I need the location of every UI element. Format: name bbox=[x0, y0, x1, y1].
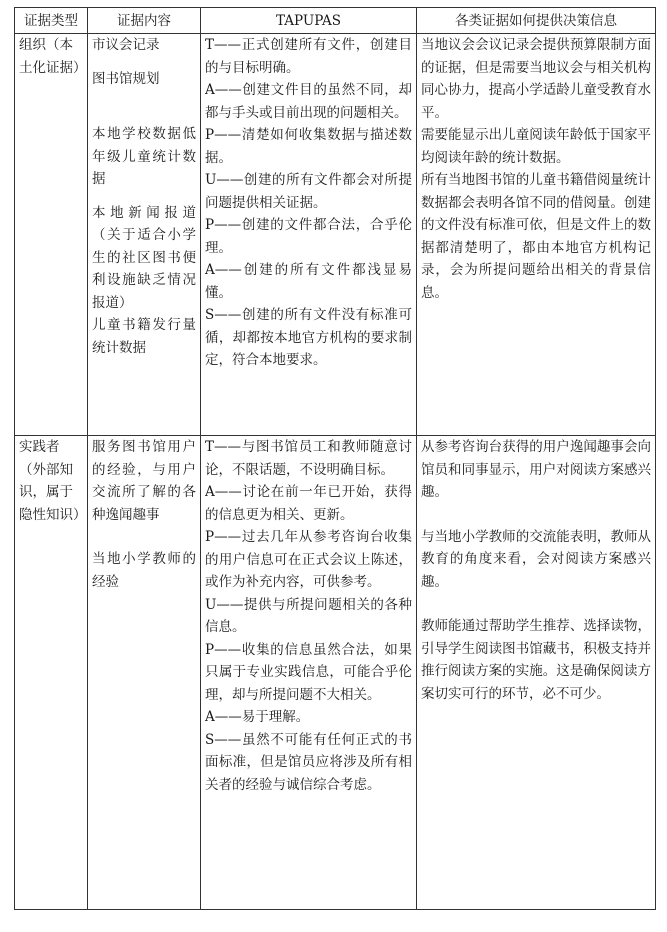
tapupas-item: A——易于理解。 bbox=[205, 709, 310, 725]
header-evidence-type: 证据类型 bbox=[15, 8, 88, 34]
tapupas-item: P——清楚如何收集数据与描述数据。 bbox=[205, 127, 412, 166]
evidence-table bbox=[14, 7, 656, 910]
tapupas-item: A——讨论在前一年已开始，获得的信息更为相关、更新。 bbox=[205, 484, 412, 523]
header-evidence-content: 证据内容 bbox=[88, 8, 201, 34]
tapupas-item: S——创建的所有文件没有标准可循，却都按本地官方机构的要求制定，符合本地要求。 bbox=[205, 307, 412, 368]
header-decision-info: 各类证据如何提供决策信息 bbox=[417, 8, 656, 34]
content-item: 市议会记录 bbox=[92, 37, 160, 53]
info-item: 所有当地图书馆的儿童书籍借阅量统计数据都会表明各馆不同的借阅量。创建的文件没有标准可依，但是文件上的数据都清楚明了，都由本地官方机构记录，会为所提问题给出相关的背景信息。 bbox=[421, 172, 651, 301]
content-item: 图书馆规划 bbox=[92, 70, 160, 87]
evidence-type-cell: 组织（本土化证据） bbox=[15, 34, 88, 436]
tapupas-item: A——创建文件目的虽然不同，却都与手头或目前出现的问题相关。 bbox=[205, 82, 412, 121]
tapupas-item: U——创建的所有文件都会对所提问题提供相关证据。 bbox=[205, 172, 412, 211]
tapupas-cell bbox=[201, 436, 417, 910]
info-item: 教师能通过帮助学生推荐、选择读物，引导学生阅读图书馆藏书，积极支持并推行阅读方案的实施。这是确保阅读方案切实可行的环节，必不可少。 bbox=[421, 618, 651, 702]
content-item: 本地新闻报道（关于适合小学生的社区图书便利设施缺乏情况报道） bbox=[92, 204, 196, 311]
tapupas-item: P——创建的文件都合法，合乎伦理。 bbox=[205, 217, 412, 256]
info-item: 需要能显示出儿童阅读年龄低于国家平均阅读年龄的统计数据。 bbox=[421, 127, 651, 166]
tapupas-item: P——收集的信息虽然合法，如果只属于专业实践信息，可能合乎伦理，却与所提问题不大相关。 bbox=[205, 641, 412, 703]
info-item: 从参考咨询台获得的用户逸闻趣事会向馆员和同事显示，用户对阅读方案感兴趣。 bbox=[421, 439, 651, 500]
info-item: 当地议会会议记录会提供预算限制方面的证据，但是需要当地议会与相关机构同心协力，提高小学适龄儿童受教育水平。 bbox=[421, 37, 651, 121]
tapupas-item: T——正式创建所有文件，创建目的与目标明确。 bbox=[205, 37, 412, 76]
table-header-row bbox=[15, 8, 656, 34]
evidence-type-cell: 实践者（外部知识，属于隐性知识） bbox=[15, 436, 88, 910]
tapupas-item: T——与图书馆员工和教师随意讨论，不限话题，不设明确目标。 bbox=[205, 439, 412, 478]
tapupas-item: S——虽然不可能有任何正式的书面标准，但是馆员应将涉及所有相关者的经验与诚信综合考虑。 bbox=[205, 731, 412, 793]
info-item: 与当地小学教师的交流能表明，教师从教育的角度来看，会对阅读方案感兴趣。 bbox=[421, 528, 651, 590]
decision-info-cell bbox=[417, 34, 656, 436]
content-item: 服务图书馆用户的经验，与用户交流所了解的各种逸闻趣事 bbox=[92, 439, 196, 523]
content-item: 本地学校数据低年级儿童统计数据 bbox=[92, 126, 196, 187]
tapupas-cell bbox=[201, 34, 417, 436]
table-row-organization bbox=[15, 34, 656, 436]
decision-info-cell bbox=[417, 436, 656, 910]
evidence-content-cell bbox=[88, 436, 201, 910]
tapupas-item: P——过去几年从参考咨询台收集的用户信息可在正式会议上陈述，或作为补充内容，可供参考。 bbox=[205, 529, 412, 590]
tapupas-item: A——创建的所有文件都浅显易懂。 bbox=[205, 262, 412, 301]
evidence-content-cell bbox=[88, 34, 201, 436]
tapupas-item: U——提供与所提问题相关的各种信息。 bbox=[205, 596, 412, 635]
content-item: 儿童书籍发行量统计数据 bbox=[92, 317, 196, 356]
content-item: 当地小学教师的经验 bbox=[92, 551, 196, 590]
header-tapupas: TAPUPAS bbox=[201, 8, 417, 34]
table-row-practitioner bbox=[15, 436, 656, 910]
